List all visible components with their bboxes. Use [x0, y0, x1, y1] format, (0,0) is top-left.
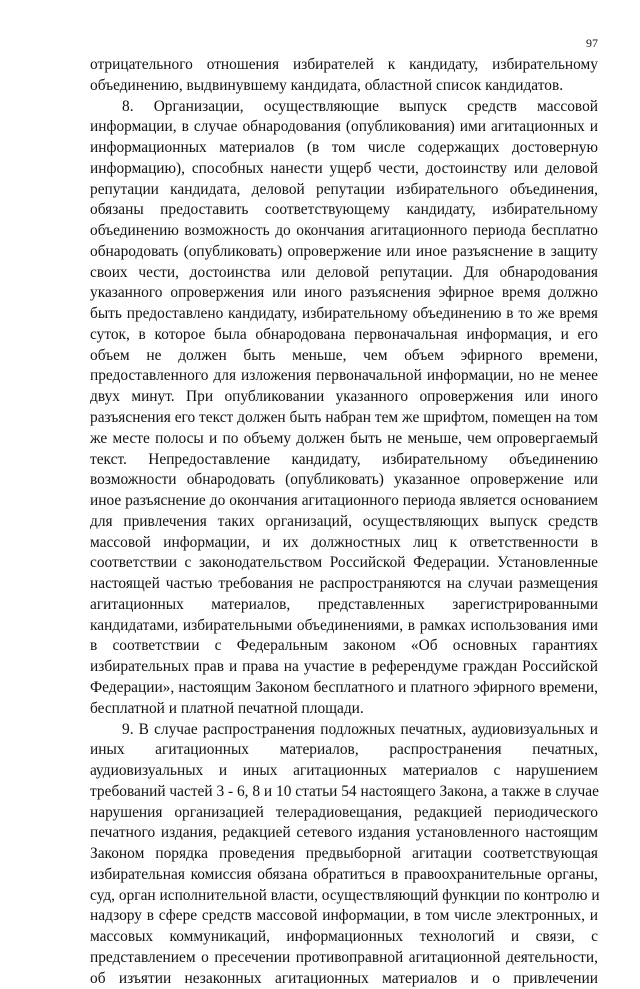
- text-line: для привлечения таких организаций, осуществляющих выпуск средств: [90, 512, 598, 533]
- text-line: предоставленного для изложения первоначальной информации, но не менее: [90, 366, 598, 387]
- text-line: разъяснения его текст должен быть набран тем же шрифтом, помещен на том: [90, 408, 598, 429]
- text-line: 9. В случае распространения подложных печатных, аудиовизуальных и: [90, 720, 598, 741]
- text-line: указанного опровержения или иного разъяснения эфирное время должно: [90, 283, 598, 304]
- text-line: объем не должен быть меньше, чем объем эфирного времени,: [90, 346, 598, 367]
- text-line: аудиовизуальных и иных агитационных материалов с нарушением: [90, 761, 598, 782]
- text-line: бесплатной и платной печатной площади.: [90, 699, 598, 720]
- paragraph: [90, 55, 598, 97]
- text-line: настоящей частью требования не распространяются на случаи размещения: [90, 574, 598, 595]
- text-line: быть предоставлено кандидату, избирательному объединению в то же время: [90, 304, 598, 325]
- text-line: массовой информации, и их должностных лиц к ответственности в: [90, 533, 598, 554]
- text-line: требований частей 3 - 6, 8 и 10 статьи 54 настоящего Закона, а также в случае: [90, 782, 598, 803]
- text-line: надзору в сфере средств массовой информации, в том числе электронных, и: [90, 906, 598, 927]
- text-line: об изъятии незаконных агитационных материалов и о привлечении: [90, 969, 598, 989]
- page-number: 97: [586, 36, 598, 50]
- text-line: Федерации», настоящим Законом бесплатного и платного эфирного времени,: [90, 678, 598, 699]
- text-line: суд, орган исполнительной власти, осуществляющий функции по контролю и: [90, 886, 598, 907]
- text-line: информацию), способных нанести ущерб чести, достоинству или деловой: [90, 159, 598, 180]
- text-line: обязаны предоставить соответствующему кандидату, избирательному: [90, 200, 598, 221]
- text-line: репутации кандидата, деловой репутации избирательного объединения,: [90, 180, 598, 201]
- text-line: представлением о пресечении противоправной агитационной деятельности,: [90, 948, 598, 969]
- text-line: избирательная комиссия обязана обратиться в правоохранительные органы,: [90, 865, 598, 886]
- text-line: объединению возможность до окончания агитационного периода бесплатно: [90, 221, 598, 242]
- text-line: обнародовать (опубликовать) опровержение или иное разъяснение в защиту: [90, 242, 598, 263]
- document-body: [90, 55, 598, 989]
- text-line: печатного издания, редакцией сетевого издания установленного настоящим: [90, 823, 598, 844]
- text-line: нарушения организацией телерадиовещания, редакцией периодического: [90, 803, 598, 824]
- text-line: соответствии с законодательством Российской Федерации. Установленные: [90, 553, 598, 574]
- text-line: возможности обнародовать (опубликовать) указанное опровержение или: [90, 470, 598, 491]
- text-line: Законом порядка проведения предвыборной агитации соответствующая: [90, 844, 598, 865]
- paragraph: [90, 720, 598, 989]
- text-line: агитационных материалов, представленных зарегистрированными: [90, 595, 598, 616]
- text-line: в соответствии с Федеральным законом «Об основных гарантиях: [90, 636, 598, 657]
- text-line: своих чести, достоинства или деловой репутации. Для обнародования: [90, 263, 598, 284]
- text-line: кандидатами, избирательными объединениями, в рамках использования ими: [90, 616, 598, 637]
- text-line: же месте полосы и по объему должен быть не меньше, чем опровергаемый: [90, 429, 598, 450]
- paragraph: [90, 97, 598, 720]
- text-line: информационных материалов (в том числе содержащих достоверную: [90, 138, 598, 159]
- text-line: объединению, выдвинувшему кандидата, областной список кандидатов.: [90, 76, 598, 97]
- text-line: суток, в которое была обнародована первоначальная информация, и его: [90, 325, 598, 346]
- text-line: информации, в случае обнародования (опубликования) ими агитационных и: [90, 117, 598, 138]
- text-line: отрицательного отношения избирателей к кандидату, избирательному: [90, 55, 598, 76]
- text-line: 8. Организации, осуществляющие выпуск средств массовой: [90, 97, 598, 118]
- text-line: двух минут. При опубликовании указанного опровержения или иного: [90, 387, 598, 408]
- text-line: текст. Непредоставление кандидату, избирательному объединению: [90, 450, 598, 471]
- text-line: иных агитационных материалов, распространения печатных,: [90, 740, 598, 761]
- text-line: массовых коммуникаций, информационных технологий и связи, с: [90, 927, 598, 948]
- text-line: иное разъяснение до окончания агитационного периода является основанием: [90, 491, 598, 512]
- text-line: избирательных прав и права на участие в референдуме граждан Российской: [90, 657, 598, 678]
